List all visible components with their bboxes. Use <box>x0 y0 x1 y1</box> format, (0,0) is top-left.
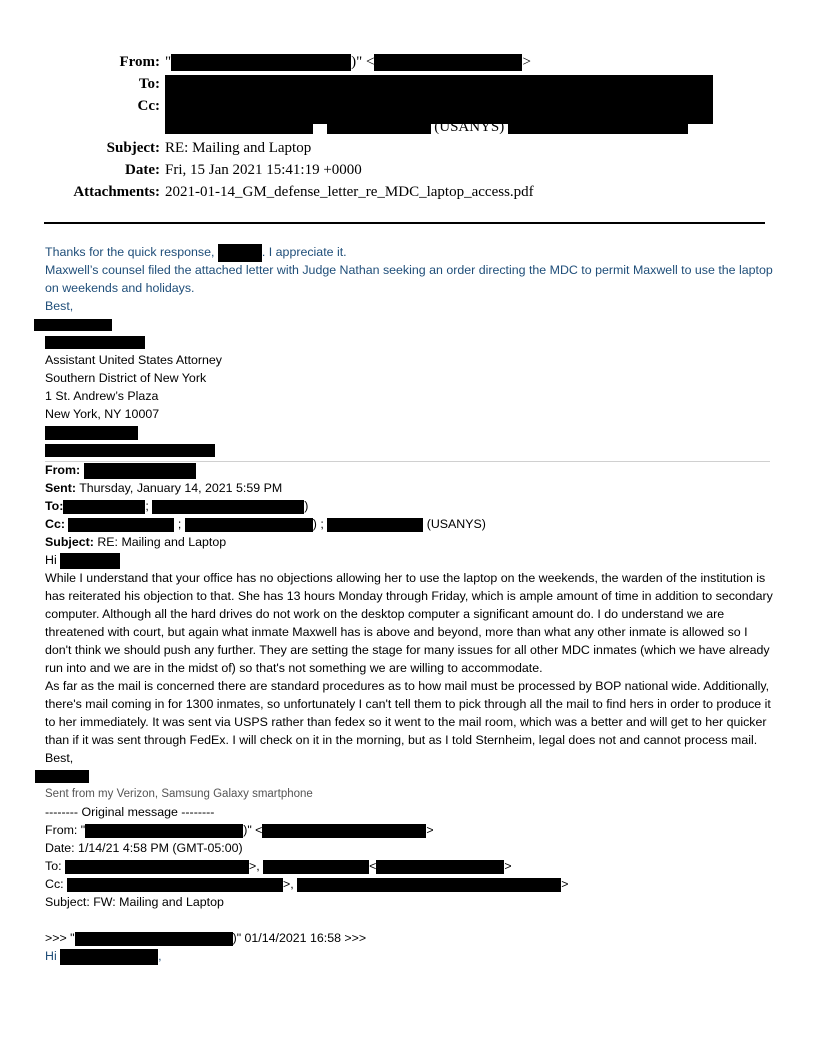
redaction <box>171 54 351 71</box>
original-subject: Subject: FW: Mailing and Laptop <box>45 895 224 909</box>
signature-block <box>45 315 775 459</box>
redaction <box>218 244 262 262</box>
sig-city: New York, NY 10007 <box>45 407 160 421</box>
redaction <box>75 932 233 946</box>
redaction <box>327 122 431 134</box>
prior-message: From: Sent: Thursday, January 14, 2021 5:59 PM To: ; ) Cc: ; ) ; (USANYS) Subject: RE: Mailing and Laptop Hi While I understand that your office has no objections allowing her to use the laptop on the weekends, the warden of the institution is has reiterated his objection to that. She has 13 hours Monday through Friday, which is ample amount of time in addition to secondary computer. Although all the hard drives do not work on the desktop computer a significant amount do. I do understand we are threatened with court, but again what inmate Maxwell has is above and beyond, more than what any other inmate is allowed so I don't think we should push any further. They are setting the stage for many issues for all other MDC inmates (which we have already run into and we are in the midst of) so that's not something we are willing to accommodate. As far as the mail is concerned there are standard procedures as to how mail must be processed by BOP national wide. Additionally, there's mail coming in for 1300 inmates, so unfortunately I can't tell them to pick through all the mail to find hers in order to produce it to her immediately. It was sent via USPS rather than fedex so it went to the mail room, which was a better and will get to her quicker than if it was sent through FedEx. I will check on it in the morning, but as I told Sternheim, legal does not and cannot process mail. Best, Sent from my Verizon, Samsung Galaxy smartphone <box>45 461 775 803</box>
redaction <box>60 553 120 569</box>
redaction <box>165 122 313 134</box>
redaction <box>45 336 145 349</box>
sig-address: 1 St. Andrew’s Plaza <box>45 389 159 403</box>
to-label: To: <box>138 76 160 92</box>
original-date: Date: 1/14/21 4:58 PM (GMT-05:00) <box>45 841 243 855</box>
redaction <box>63 500 145 514</box>
original-message: -------- Original message -------- From: " )" < > Date: 1/14/21 4:58 PM (GMT-05:00) To: >, < > Cc: >, > Subject: FW: Mailing and Laptop >>> " )" 01/14/2021 16:58 >>> Hi , <box>45 803 775 965</box>
redaction <box>34 319 112 331</box>
date-label: Date: <box>125 162 160 178</box>
redaction <box>67 878 283 892</box>
cc-label: Cc: <box>137 98 160 114</box>
date-value: Fri, 15 Jan 2021 15:41:19 +0000 <box>165 162 362 178</box>
reply-message: Thanks for the quick response, . I appreciate it. Maxwell’s counsel filed the attached letter with Judge Nathan seeking an order directing the MDC to permit Maxwell to use the laptop on weekends and holidays. Best, <box>45 243 775 315</box>
redaction <box>60 949 158 965</box>
original-divider: -------- Original message -------- <box>45 805 215 819</box>
redaction <box>45 444 215 457</box>
prior-closing: Best, <box>45 751 74 765</box>
redaction <box>262 824 426 838</box>
subject-value: RE: Mailing and Laptop <box>165 140 312 156</box>
attachment-link[interactable]: 2021-01-14_GM_defense_letter_re_MDC_laptop_access.pdf <box>165 184 534 200</box>
redaction <box>374 54 522 71</box>
message-separator <box>45 461 770 462</box>
email-document: From: " )" < > To: Cc: (USANYS) Subject: RE: Mailing and Laptop Date: Fri, 15 Jan 2021 15:41:19 +0000 Attachments: 2021-01-14_GM_defense_letter_re_MDC_laptop_access.pdf Thanks for the quick response, . I appreciate it. Maxwell’s counsel filed the attached letter with Judge Nathan seeking an order directing the MDC to permit Maxwell to use the laptop on weekends and holidays. Best, Assistant United States Attorney Southern District of New York 1 St. Andrew’s Plaza New York, NY 10007 From: Sent: Thursday, January 14, 2021 5:59 PM To: ; ) Cc: ; ) ; (USANYS) Subject: RE: Mailing and Laptop Hi While I understand that your office has no objections allowing her to use the laptop on the weekends, the warden of the institution is has reiterated his objection to that. She has 13 hours Monday through Friday, which is ample amount of time in addition to secondary computer. Although all the hard drives do not work on the desktop computer a significant amount do. I do understand we are threatened with court, but again what inmate Maxwell has is above and beyond, more than what any other inmate is allowed so I don't think we should push any further. They are setting the stage for many issues for all other MDC inmates (which we have already run into and we are in the midst of) so that's not something we are willing to accommodate. As far as the mail is concerned there are standard procedures as to how mail must be processed by BOP national wide. Additionally, there's mail coming in for 1300 inmates, so unfortunately I can't tell them to pick through all the mail to find hers in order to produce it to her immediately. It was sent via USPS rather than fedex so it went to the mail room, which was a better and will get to her quicker than if it was sent through FedEx. I will check on it in the morning, but as I told Sternheim, legal does not and cannot process mail. Best, Sent from my Verizon, Samsung Galaxy smartphone -------- Original message -------- From: " )" < > Date: 1/14/21 4:58 PM (GMT-05:00) To: >, < > Cc: >, > Subject: FW: Mailing and Laptop >>> " )" 01/14/2021 16:58 >>> Hi , <box>0 0 816 1056</box>
redaction <box>45 426 138 440</box>
header-divider <box>44 222 765 224</box>
redaction <box>152 500 304 514</box>
redaction <box>68 518 174 532</box>
redaction <box>376 860 504 874</box>
prior-paragraph-1: While I understand that your office has no objections allowing her to use the laptop on the weekends, the warden of the institution is has reiterated his objection to that. She has 13 hours Monday through Friday, which is ample amount of time in addition to secondary computer. Although all the hard drives do not work on the desktop computer a significant amount do. I do understand we are threatened with court, but again what inmate Maxwell has is above and beyond, more than what any other inmate is allowed so I don't think we should push any further. They are setting the stage for many issues for all other MDC inmates (which we have already run into and we are in the midst of) so that's not something we are willing to accommodate. <box>45 571 773 675</box>
redaction <box>84 463 196 479</box>
reply-paragraph: Maxwell’s counsel filed the attached letter with Judge Nathan seeking an order directing the MDC to permit Maxwell to use the laptop on weekends and holidays. <box>45 263 773 295</box>
from-label: From: <box>119 54 160 70</box>
subject-label: Subject: <box>106 140 160 156</box>
prior-paragraph-2: As far as the mail is concerned there are standard procedures as to how mail must be processed by BOP national wide. Additionally, there's mail coming in for 1300 inmates, so unfortunately I can't tell them to pick through all the mail to find hers in order to produce it to her immediately. It was sent via USPS rather than fedex so it went to the mail room, which was a better and will get to her quicker than if it was sent through FedEx. I will check on it in the morning, but as I told Sternheim, legal does not and cannot process mail. <box>45 679 771 747</box>
redaction <box>35 770 89 783</box>
sig-district: Southern District of New York <box>45 371 207 385</box>
redaction <box>508 122 688 134</box>
redaction <box>65 860 249 874</box>
attachments-label: Attachments: <box>73 184 160 200</box>
email-body <box>45 243 775 965</box>
redaction <box>85 824 243 838</box>
sent-from-note: Sent from my Verizon, Samsung Galaxy smartphone <box>45 788 313 800</box>
redaction <box>297 878 561 892</box>
sig-title: Assistant United States Attorney <box>45 353 223 367</box>
redaction <box>185 518 313 532</box>
redaction <box>263 860 369 874</box>
reply-closing: Best, <box>45 299 74 313</box>
redaction <box>327 518 423 532</box>
